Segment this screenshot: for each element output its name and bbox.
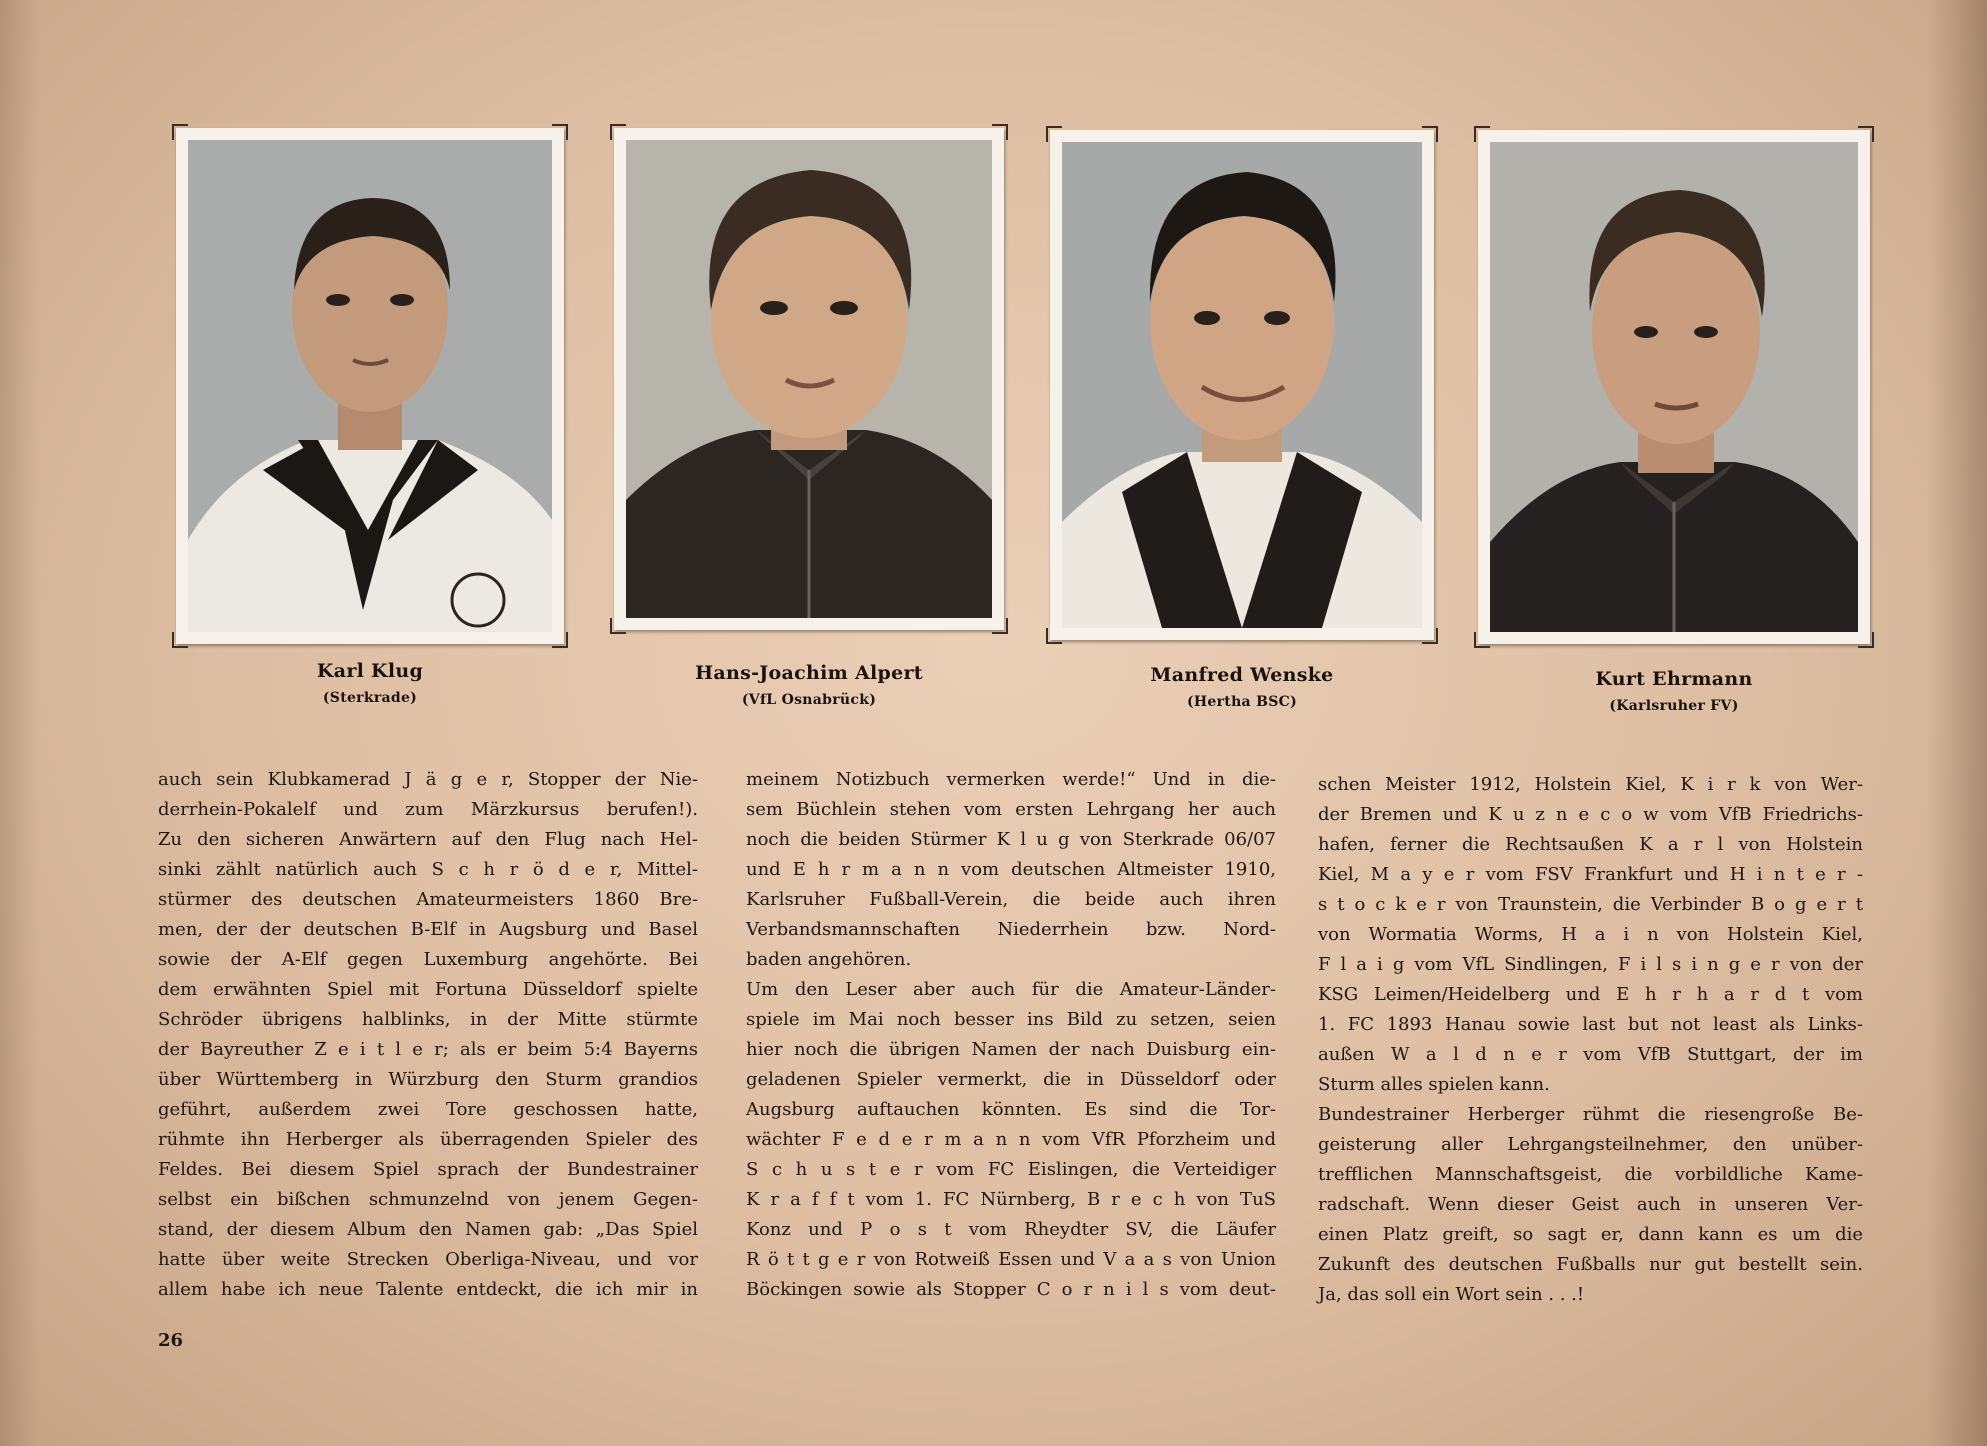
text-line: baden angehören. — [746, 949, 912, 970]
photo-corner — [1474, 126, 1490, 142]
page-edge-shadow — [1927, 0, 1987, 1446]
text-line: Karlsruher Fußball-Verein, die beide auch ihren — [746, 889, 1276, 910]
text-line: Zukunft des deutschen Fußballs nur gut bestellt sein. — [1318, 1254, 1863, 1275]
photo-corner — [610, 618, 626, 634]
player-caption — [1050, 664, 1434, 710]
text-line: derrhein-Pokalelf und zum Märzkursus berufen!). — [158, 799, 698, 820]
photo-corner — [552, 632, 568, 648]
player-name: Hans-Joachim Alpert — [695, 662, 923, 684]
text-line: 1. FC 1893 Hanau sowie last but not least als Links- — [1318, 1014, 1863, 1035]
player-club: (Sterkrade) — [322, 690, 418, 706]
text-line: geisterung aller Lehrgangsteilnehmer, den unüber- — [1318, 1134, 1863, 1155]
photo-corner — [1858, 632, 1874, 648]
text-column-3 — [1318, 770, 1863, 1310]
player-name: Kurt Ehrmann — [1595, 668, 1753, 690]
text-line: hatte über weite Strecken Oberliga-Niveau, und vor — [158, 1249, 698, 1270]
text-line: F l a i g vom VfL Sindlingen, F i l s i n g e r von der — [1318, 954, 1863, 975]
text-line: spiele im Mai noch besser ins Bild zu setzen, seien — [746, 1009, 1276, 1030]
photo-corner — [1858, 126, 1874, 142]
text-column-2 — [746, 765, 1276, 1305]
player-photo-3 — [1062, 142, 1422, 628]
text-line: Um den Leser aber auch für die Amateur-Länder- — [746, 979, 1276, 1000]
text-line: wächter F e d e r m a n n vom VfR Pforzheim und — [746, 1129, 1276, 1150]
text-column-1 — [158, 765, 698, 1305]
text-line: sowie der A-Elf gegen Luxemburg angehörte. Bei — [158, 949, 698, 970]
text-line: über Württemberg in Würzburg den Sturm grandios — [158, 1069, 698, 1090]
photo-corner — [992, 124, 1008, 140]
text-line: dem erwähnten Spiel mit Fortuna Düsseldorf spielte — [158, 979, 698, 1000]
text-line: sinki zählt natürlich auch S c h r ö d e r, Mittel- — [158, 859, 698, 880]
text-line: einen Platz greift, so sagt er, dann kann es um die — [1318, 1224, 1863, 1245]
photo-corner — [172, 124, 188, 140]
text-line: meinem Notizbuch vermerken werde!“ Und in die- — [746, 769, 1276, 790]
text-line: Sturm alles spielen kann. — [1318, 1074, 1550, 1095]
player-name: Karl Klug — [316, 660, 424, 682]
text-line: außen W a l d n e r vom VfB Stuttgart, der im — [1318, 1044, 1863, 1065]
text-line: noch die beiden Stürmer K l u g von Sterkrade 06/07 — [746, 829, 1276, 850]
text-line: hafen, ferner die Rechtsaußen K a r l von Holstein — [1318, 834, 1863, 855]
player-club: (Karlsruher FV) — [1609, 698, 1739, 714]
photo-frame — [176, 128, 564, 644]
text-line: rühmte ihn Herberger als überragenden Spieler des — [158, 1129, 698, 1150]
photo-corner — [1046, 126, 1062, 142]
photo-corner — [1422, 126, 1438, 142]
text-line: der Bremen und K u z n e c o w vom VfB Friedrichs- — [1318, 804, 1863, 825]
photo-corner — [172, 632, 188, 648]
player-caption — [1478, 668, 1870, 714]
text-line: auch sein Klubkamerad J ä g e r, Stopper der Nie- — [158, 769, 698, 790]
text-line: der Bayreuther Z e i t l e r; als er beim 5:4 Bayerns — [158, 1039, 698, 1060]
player-photo-4 — [1490, 142, 1858, 632]
text-line: s t o c k e r von Traunstein, die Verbinder B o g e r t — [1318, 894, 1863, 915]
text-line: Böckingen sowie als Stopper C o r n i l s vom deut- — [746, 1279, 1276, 1300]
text-line: allem habe ich neue Talente entdeckt, die ich mir in — [158, 1279, 698, 1300]
text-line: Schröder übrigens halblinks, in der Mitte stürmte — [158, 1009, 698, 1030]
photo-frame — [1478, 130, 1870, 644]
text-line: geladenen Spieler vermerkt, die in Düsseldorf oder — [746, 1069, 1276, 1090]
photo-frame — [1050, 130, 1434, 640]
text-line: S c h u s t e r vom FC Eislingen, die Verteidiger — [746, 1159, 1276, 1180]
text-line: KSG Leimen/Heidelberg und E h r h a r d t vom — [1318, 984, 1863, 1005]
page-number: 26 — [158, 1330, 184, 1351]
text-line: Bundestrainer Herberger rühmt die riesengroße Be- — [1318, 1104, 1863, 1125]
player-club: (Hertha BSC) — [1186, 694, 1298, 710]
text-line: men, der der deutschen B-Elf in Augsburg und Basel — [158, 919, 698, 940]
player-caption — [614, 662, 1004, 708]
text-line: Zu den sicheren Anwärtern auf den Flug nach Hel- — [158, 829, 698, 850]
text-line: von Wormatia Worms, H a i n von Holstein Kiel, — [1318, 924, 1863, 945]
player-photo-1 — [188, 140, 552, 632]
player-club: (VfL Osnabrück) — [741, 692, 877, 708]
text-line: sem Büchlein stehen vom ersten Lehrgang her auch — [746, 799, 1276, 820]
photo-corner — [552, 124, 568, 140]
text-line: selbst ein bißchen schmunzelnd von jenem Gegen- — [158, 1189, 698, 1210]
photo-corner — [610, 124, 626, 140]
text-line: Feldes. Bei diesem Spiel sprach der Bundestrainer — [158, 1159, 698, 1180]
photo-corner — [1422, 628, 1438, 644]
text-line: K r a f f t vom 1. FC Nürnberg, B r e c h von TuS — [746, 1189, 1276, 1210]
text-line: und E h r m a n n vom deutschen Altmeister 1910, — [746, 859, 1276, 880]
text-line: hier noch die übrigen Namen der nach Duisburg ein- — [746, 1039, 1276, 1060]
text-line: Ja, das soll ein Wort sein . . .! — [1318, 1284, 1585, 1305]
text-line: Konz und P o s t vom Rheydter SV, die Läufer — [746, 1219, 1276, 1240]
text-line: Augsburg auftauchen könnten. Es sind die Tor- — [746, 1099, 1276, 1120]
text-line: geführt, außerdem zwei Tore geschossen hatte, — [158, 1099, 698, 1120]
text-line: radschaft. Wenn dieser Geist auch in unseren Ver- — [1318, 1194, 1863, 1215]
text-line: stand, der diesem Album den Namen gab: „Das Spiel — [158, 1219, 698, 1240]
photo-corner — [1474, 632, 1490, 648]
spine-shadow — [0, 0, 40, 1446]
player-name: Manfred Wenske — [1150, 664, 1334, 686]
photo-corner — [992, 618, 1008, 634]
player-caption — [176, 660, 564, 706]
text-line: trefflichen Mannschaftsgeist, die vorbildliche Kame- — [1318, 1164, 1863, 1185]
photo-frame — [614, 128, 1004, 630]
text-line: stürmer des deutschen Amateurmeisters 1860 Bre- — [158, 889, 698, 910]
text-line: R ö t t g e r von Rotweiß Essen und V a a s von Union — [746, 1249, 1276, 1270]
text-line: schen Meister 1912, Holstein Kiel, K i r k von Wer- — [1318, 774, 1863, 795]
player-photo-2 — [626, 140, 992, 618]
text-line: Kiel, M a y e r vom FSV Frankfurt und H i n t e r - — [1318, 864, 1863, 885]
text-line: Verbandsmannschaften Niederrhein bzw. Nord- — [746, 919, 1276, 940]
photo-corner — [1046, 628, 1062, 644]
